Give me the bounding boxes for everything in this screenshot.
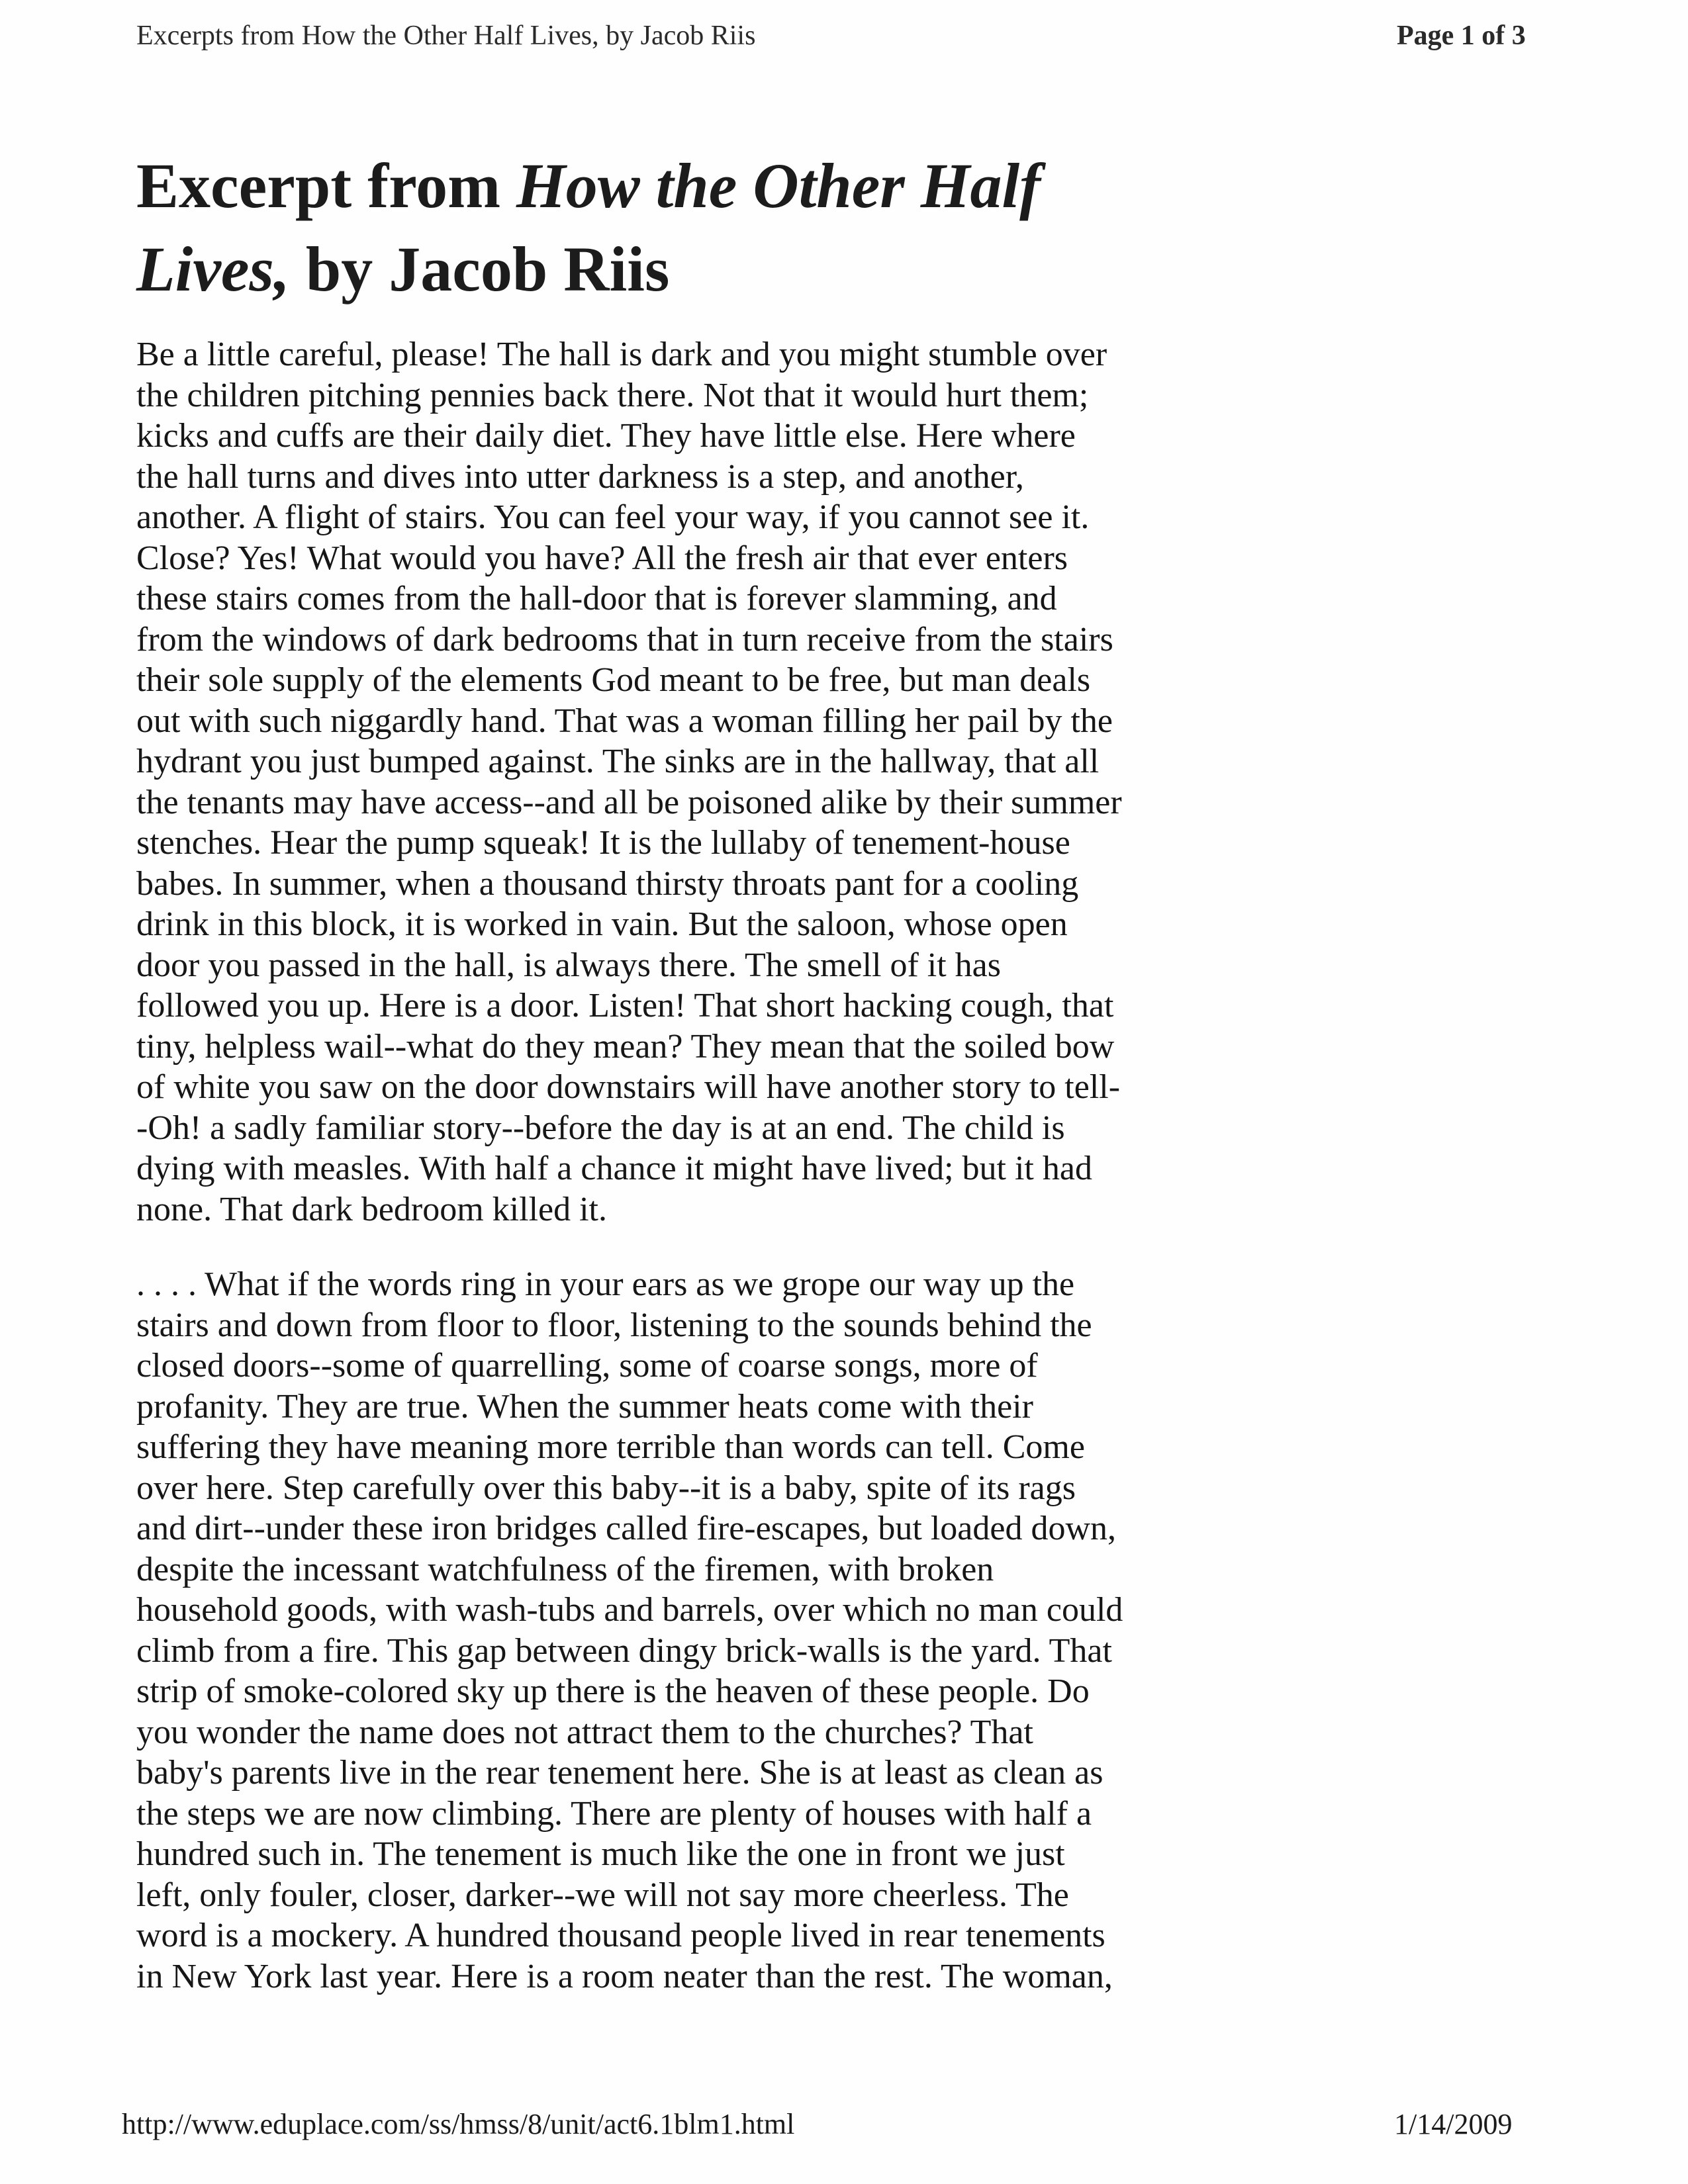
- text-line: suffering they have meaning more terrible than words can tell. Come: [136, 1428, 1085, 1466]
- text-line: strip of smoke-colored sky up there is the heaven of these people. Do: [136, 1672, 1090, 1710]
- text-line: closed doors--some of quarrelling, some of coarse songs, more of: [136, 1347, 1038, 1385]
- text-line: Be a little careful, please! The hall is dark and you might stumble over: [136, 336, 1107, 373]
- text-line: Close? Yes! What would you have? All the fresh air that ever enters: [136, 539, 1068, 577]
- text-line: you wonder the name does not attract them to the churches? That: [136, 1713, 1033, 1751]
- text-line: another. A flight of stairs. You can feel your way, if you cannot see it.: [136, 498, 1090, 536]
- excerpt-body: [136, 334, 1222, 1997]
- text-line: their sole supply of the elements God meant to be free, but man deals: [136, 661, 1091, 699]
- text-line: household goods, with wash-tubs and barrels, over which no man could: [136, 1591, 1123, 1629]
- text-line: tiny, helpless wail--what do they mean? They mean that the soiled bow: [136, 1027, 1115, 1066]
- text-line: stairs and down from floor to floor, listening to the sounds behind the: [136, 1306, 1092, 1344]
- text-line: in New York last year. Here is a room neater than the rest. The woman,: [136, 1957, 1113, 1995]
- text-line: door you passed in the hall, is always there. The smell of it has: [136, 946, 1001, 984]
- text-line: the tenants may have access--and all be poisoned alike by their summer: [136, 783, 1122, 821]
- text-line: climb from a fire. This gap between dingy brick-walls is the yard. That: [136, 1631, 1112, 1670]
- text-line: these stairs comes from the hall-door that is forever slamming, and: [136, 580, 1057, 617]
- running-header-title: Excerpts from How the Other Half Lives, by Jacob Riis: [136, 21, 756, 51]
- text-line: kicks and cuffs are their daily diet. They have little else. Here where: [136, 417, 1076, 455]
- text-line: out with such niggardly hand. That was a woman filling her pail by the: [136, 702, 1113, 740]
- source-url: http://www.eduplace.com/ss/hmss/8/unit/act6.1blm1.html: [122, 2108, 795, 2140]
- title-book-name-part-1: How the Other Half: [516, 150, 1041, 221]
- text-line: . . . . What if the words ring in your ears as we grope our way up the: [136, 1265, 1075, 1303]
- paragraph-1: [136, 334, 1222, 1230]
- text-line: the children pitching pennies back there. Not that it would hurt them;: [136, 376, 1089, 414]
- title-book-name-part-2: Lives,: [136, 234, 290, 304]
- text-line: dying with measles. With half a chance it might have lived; but it had: [136, 1150, 1092, 1187]
- text-line: hydrant you just bumped against. The sinks are in the hallway, that all: [136, 743, 1100, 780]
- text-line: the steps we are now climbing. There are plenty of houses with half a: [136, 1794, 1092, 1833]
- text-line: the hall turns and dives into utter darkness is a step, and another,: [136, 457, 1024, 496]
- text-line: of white you saw on the door downstairs will have another story to tell-: [136, 1068, 1121, 1106]
- text-line: over here. Step carefully over this baby--it is a baby, spite of its rags: [136, 1469, 1076, 1507]
- title-author: by Jacob Riis: [289, 234, 670, 304]
- text-line: drink in this block, it is worked in vain. But the saloon, whose open: [136, 905, 1068, 943]
- text-line: hundred such in. The tenement is much like the one in front we just: [136, 1835, 1065, 1873]
- page-number: Page 1 of 3: [1397, 21, 1526, 51]
- text-line: left, only fouler, closer, darker--we will not say more cheerless. The: [136, 1876, 1069, 1914]
- text-line: stenches. Hear the pump squeak! It is the lullaby of tenement-house: [136, 824, 1070, 862]
- text-line: profanity. They are true. When the summer heats come with their: [136, 1387, 1033, 1426]
- print-date: 1/14/2009: [1394, 2108, 1513, 2140]
- title-prefix: Excerpt from: [136, 150, 517, 221]
- text-line: word is a mockery. A hundred thousand people lived in rear tenements: [136, 1917, 1105, 1954]
- text-line: from the windows of dark bedrooms that in turn receive from the stairs: [136, 620, 1113, 659]
- text-line: babes. In summer, when a thousand thirsty throats pant for a cooling: [136, 864, 1079, 903]
- document-title: [136, 144, 1262, 311]
- text-line: -Oh! a sadly familiar story--before the day is at an end. The child is: [136, 1109, 1065, 1147]
- paragraph-2: [136, 1264, 1222, 1997]
- text-line: baby's parents live in the rear tenement here. She is at least as clean as: [136, 1754, 1103, 1792]
- text-line: and dirt--under these iron bridges called fire-escapes, but loaded down,: [136, 1510, 1117, 1547]
- text-line: despite the incessant watchfulness of the firemen, with broken: [136, 1550, 994, 1588]
- text-line: none. That dark bedroom killed it.: [136, 1190, 607, 1228]
- text-line: followed you up. Here is a door. Listen! That short hacking cough, that: [136, 987, 1114, 1024]
